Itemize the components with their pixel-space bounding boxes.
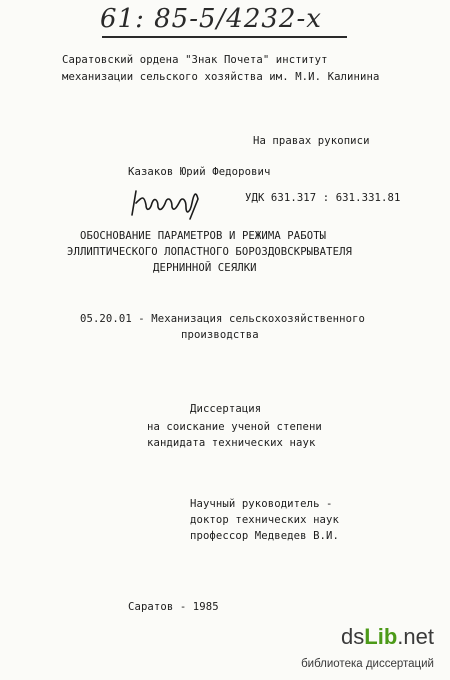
supervisor-name: профессор Медведев В.И. [190,530,339,542]
handwritten-archive-number: 61: 85-5/4232-x [100,4,322,34]
dslib-logo-ds: ds [341,624,365,649]
dslib-subtitle: библиотека диссертаций [301,658,434,670]
supervisor-label: Научный руководитель - [190,498,333,510]
thesis-title-line-1: ОБОСНОВАНИЕ ПАРАМЕТРОВ И РЕЖИМА РАБОТЫ [80,230,327,242]
supervisor-degree: доктор технических наук [190,514,339,526]
dslib-logo-net: .net [397,624,434,649]
dslib-logo-lib: Lib [364,624,398,649]
thesis-title-line-3: ДЕРНИННОЙ СЕЯЛКИ [153,262,257,274]
city-and-year: Саратов - 1985 [128,601,219,613]
institute-line-2: механизации сельского хозяйства им. М.И. Калинина [62,71,380,83]
manuscript-rights-note: На правах рукописи [253,135,370,147]
dslib-logo [341,624,434,650]
specialty-line-1: 05.20.01 - Механизация сельскохозяйственного [80,313,366,325]
author-name: Казаков Юрий Федорович [128,166,271,178]
author-signature [128,185,208,221]
degree-line-1: на соискание ученой степени [147,421,322,433]
thesis-title-line-2: ЭЛЛИПТИЧЕСКОГО ЛОПАСТНОГО БОРОЗДОВСКРЫВАТЕЛЯ [67,246,353,258]
dissertation-label: Диссертация [190,403,262,415]
handwritten-underline [102,36,347,38]
degree-line-2: кандидата технических наук [147,437,316,449]
specialty-line-2: производства [181,329,259,341]
institute-line-1: Саратовский ордена "Знак Почета" институт [62,54,328,66]
udc-code: УДК 631.317 : 631.331.81 [245,192,401,204]
